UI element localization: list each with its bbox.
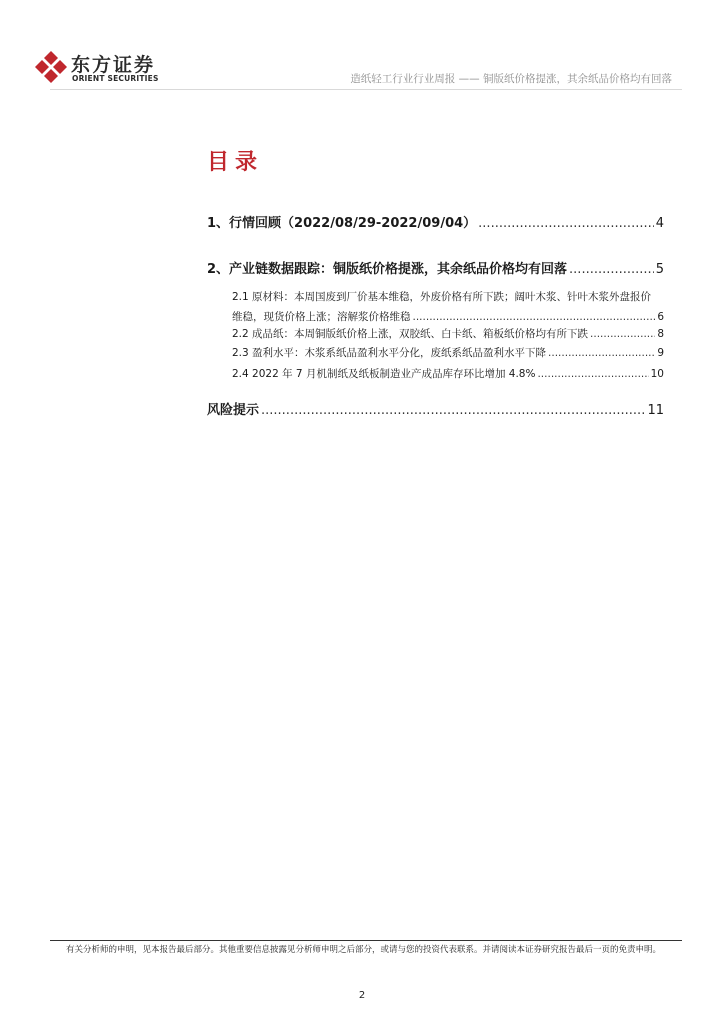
toc-entry-text: 2.2 成品纸：本周铜版纸价格上涨，双胶纸、白卡纸、箱板纸价格均有所下跌 [232, 328, 589, 340]
toc-entry-page: 4 [655, 216, 664, 231]
toc-entry-page: 6 [657, 311, 664, 323]
toc-entry-2-4[interactable] [232, 366, 664, 381]
footer-divider [50, 940, 682, 941]
toc-leader-dots [548, 347, 655, 359]
toc-entry-2-3[interactable] [232, 345, 664, 360]
toc-entry-page: 8 [657, 328, 664, 340]
toc-entry-text: 2.3 盈利水平：木浆系纸品盈利水平分化，废纸系纸品盈利水平下降 [232, 347, 547, 359]
page-number: 2 [358, 990, 366, 1001]
footer-disclaimer: 有关分析师的申明，见本报告最后部分。其他重要信息披露见分析师申明之后部分，或请与您的投资代表联系。并请阅读本证券研究报告最后一页的免责申明。 [66, 945, 662, 955]
toc-entry-2[interactable] [207, 258, 664, 277]
toc-entry-page: 5 [655, 262, 664, 277]
toc-title: 目录 [207, 150, 264, 175]
orient-securities-logo-icon [33, 49, 69, 85]
toc-leader-dots [478, 216, 654, 231]
toc-entry-1[interactable] [207, 212, 664, 231]
report-header-title: 造纸轻工行业行业周报 —— 铜版纸价格提涨，其余纸品价格均有回落 [350, 73, 672, 85]
toc-entry-page: 11 [647, 403, 664, 418]
toc-entry-text: 2、产业链数据跟踪：铜版纸价格提涨，其余纸品价格均有回落 [207, 262, 568, 277]
toc-entry-2-1-line1[interactable]: 2.1 原材料：本周国废到厂价基本维稳，外废价格有所下跌；阔叶木浆、针叶木浆外盘报价 [232, 291, 652, 303]
toc-leader-dots [261, 403, 645, 418]
toc-entry-risk[interactable] [207, 399, 664, 418]
brand-name-cn: 东方证券 [71, 54, 156, 76]
toc-entry-text: 1、行情回顾（2022/08/29-2022/09/04） [207, 216, 477, 231]
toc-leader-dots [590, 328, 655, 340]
toc-entry-page: 9 [657, 347, 664, 359]
toc-entry-text: 2.4 2022 年 7 月机制纸及纸板制造业产成品库存环比增加 4.8% [232, 368, 536, 380]
toc-entry-text: 维稳，现货价格上涨；溶解浆价格维稳 [232, 311, 411, 323]
toc-leader-dots [537, 368, 648, 380]
toc-entry-page: 10 [650, 368, 664, 380]
brand-name-en: ORIENT SECURITIES [72, 74, 159, 83]
toc-leader-dots [413, 311, 656, 323]
toc-entry-2-1[interactable] [232, 309, 664, 324]
toc-leader-dots [569, 262, 654, 277]
toc-entry-2-2[interactable] [232, 326, 664, 341]
toc-entry-text: 风险提示 [207, 403, 260, 418]
header-divider [50, 89, 682, 90]
